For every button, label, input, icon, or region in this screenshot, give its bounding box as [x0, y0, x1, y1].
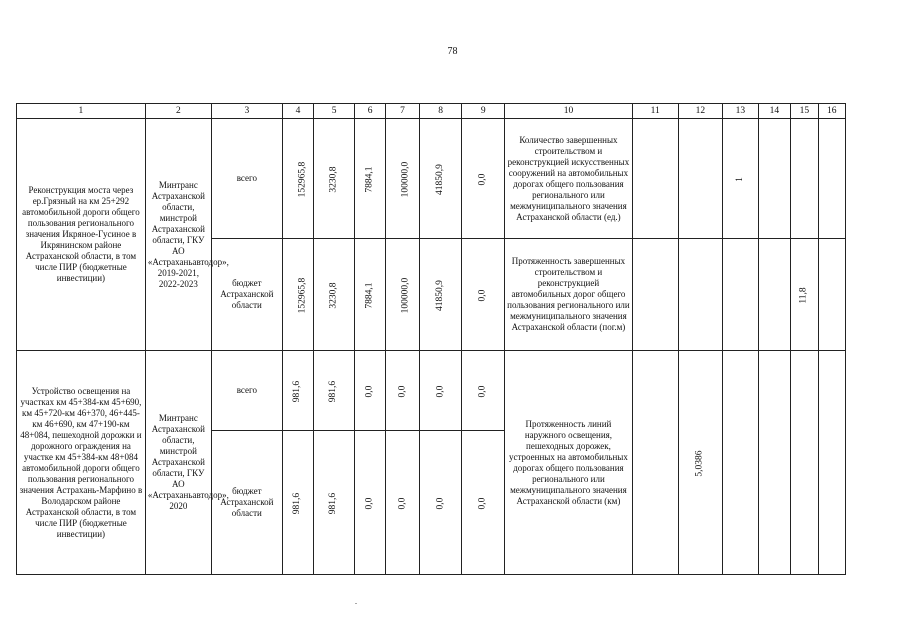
value-cell: 981,6: [282, 431, 313, 575]
value-cell: 100000,0: [386, 239, 419, 351]
value-cell: 1: [723, 119, 759, 239]
indicator-cell: Количество завершенных строительством и реконструкцией искусственных сооружений на автомобильных дорогах общего пользования регионального или межмуниципального значения Астраханской области (ед.): [505, 119, 633, 239]
value-cell: 0,0: [462, 351, 505, 431]
value-cell: 981,6: [282, 351, 313, 431]
col-header: 5: [314, 104, 355, 119]
value-cell: 3230,8: [314, 239, 355, 351]
col-header: 4: [282, 104, 313, 119]
value-cell: 7884,1: [354, 119, 385, 239]
header-row: [17, 104, 846, 119]
col-header: 8: [419, 104, 462, 119]
value-cell: [818, 351, 845, 575]
indicator-cell: Протяженность линий наружного освещения, пешеходных дорожек, устроенных на автомобильных дорогах общего пользования регионального или межмуниципального значения Астраханской области (км): [505, 351, 633, 575]
value-cell: 0,0: [462, 119, 505, 239]
value-cell: [723, 239, 759, 351]
col-header: 16: [818, 104, 845, 119]
funding-source: бюджет Астраханской области: [211, 431, 282, 575]
value-cell: [818, 119, 845, 239]
value-cell: 5,0386: [678, 351, 723, 575]
value-cell: 0,0: [354, 351, 385, 431]
col-header: 3: [211, 104, 282, 119]
value-cell: [758, 239, 790, 351]
col-header: 6: [354, 104, 385, 119]
value-cell: [818, 239, 845, 351]
value-cell: 0,0: [419, 351, 462, 431]
funding-source: бюджет Астраханской области: [211, 239, 282, 351]
col-header: 12: [678, 104, 723, 119]
value-cell: [723, 351, 759, 575]
customer-cell: Минтранс Астраханской области, минстрой Астраханской области, ГКУ АО «Астраханьавтодор», 2020: [145, 351, 211, 575]
page-number: 78: [447, 46, 458, 57]
value-cell: [678, 119, 723, 239]
value-cell: 0,0: [462, 239, 505, 351]
col-header: 14: [758, 104, 790, 119]
value-cell: [791, 119, 818, 239]
customer-cell: Минтранс Астраханской области, минстрой Астраханской области, ГКУ АО «Астраханьавтодор», 2019-2021, 2022-2023: [145, 119, 211, 351]
value-cell: [758, 351, 790, 575]
value-cell: 41850,9: [419, 239, 462, 351]
col-header: 13: [723, 104, 759, 119]
value-cell: 11,8: [791, 239, 818, 351]
funding-source: всего: [211, 119, 282, 239]
value-cell: 0,0: [354, 431, 385, 575]
value-cell: 981,6: [314, 351, 355, 431]
value-cell: [632, 119, 678, 239]
value-cell: 981,6: [314, 431, 355, 575]
table-row: [17, 119, 846, 239]
col-header: 9: [462, 104, 505, 119]
value-cell: 41850,9: [419, 119, 462, 239]
program-table: [16, 103, 846, 575]
col-header: 1: [17, 104, 146, 119]
col-header: 2: [145, 104, 211, 119]
value-cell: 0,0: [386, 431, 419, 575]
funding-source: всего: [211, 351, 282, 431]
col-header: 11: [632, 104, 678, 119]
col-header: 7: [386, 104, 419, 119]
footer-mark: .: [355, 597, 357, 606]
value-cell: [632, 351, 678, 575]
value-cell: 0,0: [386, 351, 419, 431]
value-cell: [632, 239, 678, 351]
activity-name: Реконструкция моста через ер.Грязный на км 25+292 автомобильной дороги общего пользования регионального значения Икряное-Гусиное в Икрянинском районе Астраханской области, в том числе ПИР (бюджетные инвестиции): [17, 119, 146, 351]
value-cell: [791, 351, 818, 575]
value-cell: 100000,0: [386, 119, 419, 239]
value-cell: 7884,1: [354, 239, 385, 351]
indicator-cell: Протяженность завершенных строительством и реконструкцией автомобильных дорог общего пользования регионального или межмуниципального значения Астраханской области (пог.м): [505, 239, 633, 351]
value-cell: [758, 119, 790, 239]
table-row: [17, 351, 846, 431]
col-header: 15: [791, 104, 818, 119]
activity-name: Устройство освещения на участках км 45+384-км 45+690, км 45+720-км 46+370, 46+445-км 46+690, км 47+190-км 48+084, пешеходной дорожки и дорожного ограждения на участке км 45+384-км 48+084 автомобильной дороги общего пользования регионального значения Астрахань-Марфино в Володарском районе Астраханской области, в том числе ПИР (бюджетные инвестиции): [17, 351, 146, 575]
value-cell: 0,0: [419, 431, 462, 575]
value-cell: 0,0: [462, 431, 505, 575]
value-cell: 152965,8: [282, 239, 313, 351]
value-cell: 3230,8: [314, 119, 355, 239]
col-header: 10: [505, 104, 633, 119]
value-cell: 152965,8: [282, 119, 313, 239]
value-cell: [678, 239, 723, 351]
